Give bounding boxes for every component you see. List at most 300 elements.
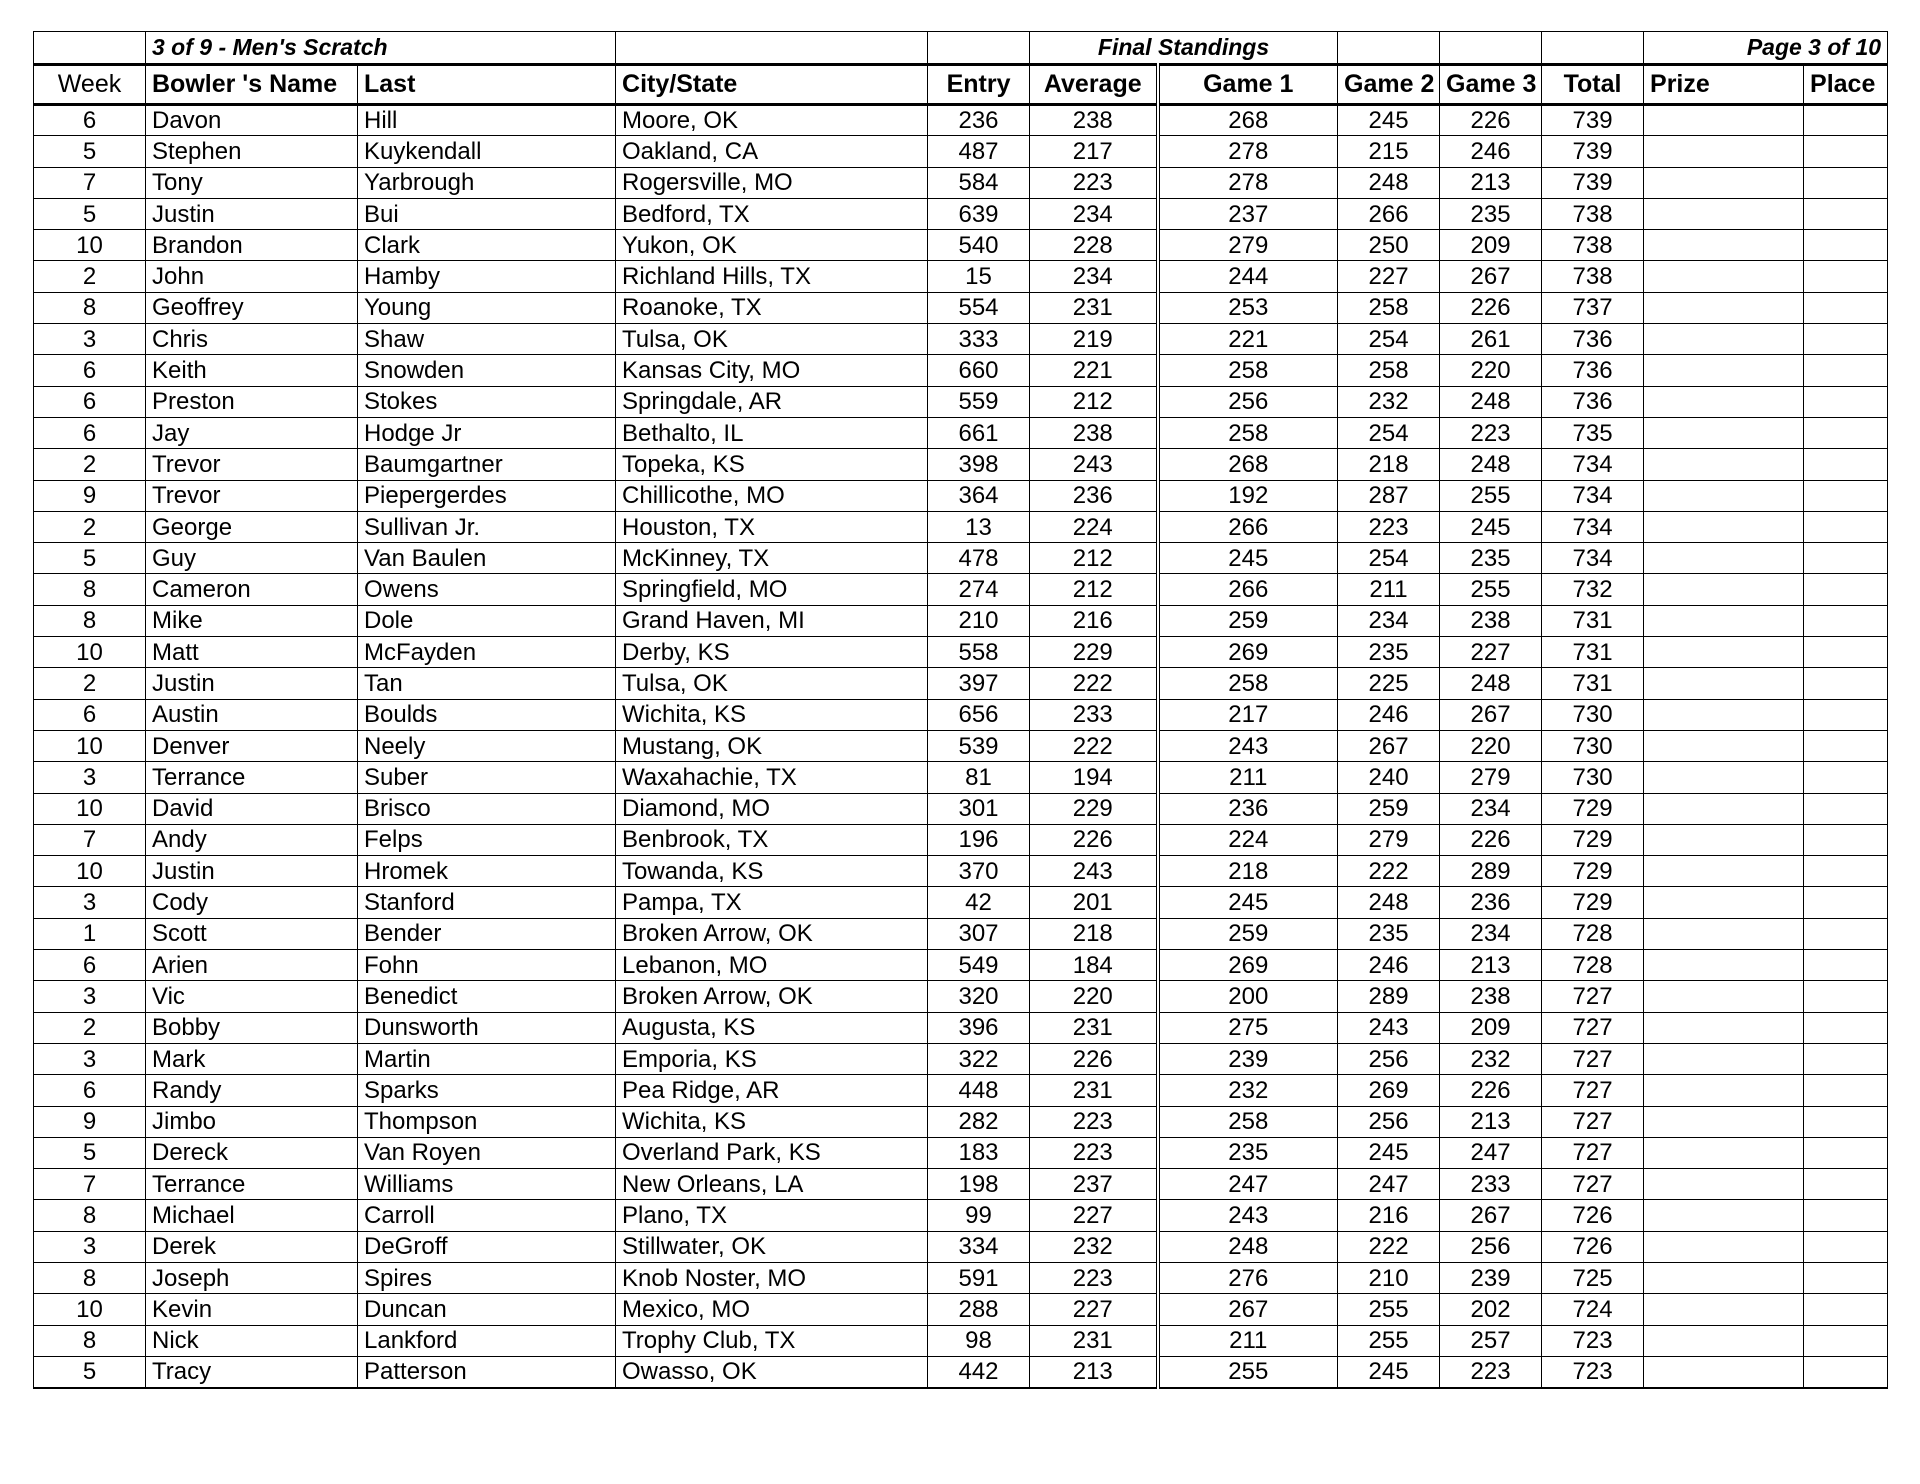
column-header-entry: Entry [928, 65, 1030, 105]
place-cell [1804, 198, 1888, 229]
average-cell: 234 [1030, 198, 1158, 229]
first-name-cell: Terrance [146, 762, 358, 793]
game-3-cell: 223 [1440, 1356, 1542, 1387]
standings-rows [34, 105, 1888, 1388]
game-1-cell: 236 [1158, 793, 1338, 824]
city-state-cell: Benbrook, TX [616, 824, 928, 855]
average-cell: 223 [1030, 1262, 1158, 1293]
game-1-cell: 245 [1158, 887, 1338, 918]
place-cell [1804, 543, 1888, 574]
city-state-cell: Yukon, OK [616, 230, 928, 261]
game-3-cell: 246 [1440, 136, 1542, 167]
city-state-cell: Roanoke, TX [616, 292, 928, 323]
prize-cell [1644, 230, 1804, 261]
game-3-cell: 226 [1440, 824, 1542, 855]
prize-cell [1644, 105, 1804, 136]
average-cell: 231 [1030, 1012, 1158, 1043]
game-2-cell: 222 [1338, 856, 1440, 887]
city-state-cell: Tulsa, OK [616, 668, 928, 699]
total-cell: 736 [1542, 386, 1644, 417]
prize-cell [1644, 355, 1804, 386]
total-cell: 729 [1542, 793, 1644, 824]
game-1-cell: 243 [1158, 1200, 1338, 1231]
city-state-cell: Springdale, AR [616, 386, 928, 417]
game-2-cell: 267 [1338, 730, 1440, 761]
first-name-cell: Jay [146, 417, 358, 448]
total-cell: 730 [1542, 762, 1644, 793]
entry-cell: 42 [928, 887, 1030, 918]
week-cell: 6 [34, 105, 146, 136]
place-cell [1804, 1325, 1888, 1356]
place-cell [1804, 856, 1888, 887]
page-number: Page 3 of 10 [1644, 32, 1888, 65]
total-cell: 725 [1542, 1262, 1644, 1293]
city-state-cell: Towanda, KS [616, 856, 928, 887]
week-cell: 1 [34, 918, 146, 949]
game-2-cell: 210 [1338, 1262, 1440, 1293]
place-cell [1804, 699, 1888, 730]
game-2-cell: 243 [1338, 1012, 1440, 1043]
average-cell: 231 [1030, 1075, 1158, 1106]
city-state-cell: Bedford, TX [616, 198, 928, 229]
city-state-cell: McKinney, TX [616, 543, 928, 574]
first-name-cell: Tony [146, 167, 358, 198]
first-name-cell: Justin [146, 198, 358, 229]
prize-cell [1644, 762, 1804, 793]
place-cell [1804, 230, 1888, 261]
prize-cell [1644, 1231, 1804, 1262]
game-1-cell: 192 [1158, 480, 1338, 511]
prize-cell [1644, 856, 1804, 887]
first-name-cell: Dereck [146, 1137, 358, 1168]
average-cell: 212 [1030, 543, 1158, 574]
average-cell: 223 [1030, 1106, 1158, 1137]
column-header-city-state: City/State [616, 65, 928, 105]
game-3-cell: 267 [1440, 261, 1542, 292]
city-state-cell: Waxahachie, TX [616, 762, 928, 793]
game-2-cell: 254 [1338, 543, 1440, 574]
entry-cell: 13 [928, 511, 1030, 542]
total-cell: 739 [1542, 105, 1644, 136]
game-1-cell: 237 [1158, 198, 1338, 229]
last-name-cell: Tan [358, 668, 616, 699]
game-1-cell: 243 [1158, 730, 1338, 761]
first-name-cell: Terrance [146, 1169, 358, 1200]
week-cell: 8 [34, 292, 146, 323]
last-name-cell: Dunsworth [358, 1012, 616, 1043]
table-row [34, 1043, 1888, 1074]
average-cell: 243 [1030, 449, 1158, 480]
city-state-cell: Broken Arrow, OK [616, 918, 928, 949]
title-blank-cell [928, 32, 1030, 65]
first-name-cell: Denver [146, 730, 358, 761]
table-row [34, 668, 1888, 699]
entry-cell: 210 [928, 605, 1030, 636]
game-2-cell: 254 [1338, 417, 1440, 448]
average-cell: 227 [1030, 1200, 1158, 1231]
game-2-cell: 255 [1338, 1325, 1440, 1356]
total-cell: 727 [1542, 1169, 1644, 1200]
game-2-cell: 246 [1338, 699, 1440, 730]
total-cell: 731 [1542, 637, 1644, 668]
city-state-cell: Richland Hills, TX [616, 261, 928, 292]
table-row [34, 856, 1888, 887]
place-cell [1804, 511, 1888, 542]
last-name-cell: Felps [358, 824, 616, 855]
city-state-cell: Wichita, KS [616, 699, 928, 730]
week-cell: 10 [34, 230, 146, 261]
last-name-cell: Brisco [358, 793, 616, 824]
week-cell: 6 [34, 950, 146, 981]
last-name-cell: Carroll [358, 1200, 616, 1231]
first-name-cell: Matt [146, 637, 358, 668]
game-3-cell: 238 [1440, 981, 1542, 1012]
game-3-cell: 267 [1440, 699, 1542, 730]
prize-cell [1644, 324, 1804, 355]
place-cell [1804, 1169, 1888, 1200]
last-name-cell: Bender [358, 918, 616, 949]
average-cell: 222 [1030, 668, 1158, 699]
last-name-cell: Sparks [358, 1075, 616, 1106]
entry-cell: 307 [928, 918, 1030, 949]
last-name-cell: Sullivan Jr. [358, 511, 616, 542]
game-3-cell: 226 [1440, 292, 1542, 323]
prize-cell [1644, 136, 1804, 167]
table-row [34, 950, 1888, 981]
average-cell: 228 [1030, 230, 1158, 261]
week-cell: 7 [34, 167, 146, 198]
total-cell: 737 [1542, 292, 1644, 323]
game-3-cell: 226 [1440, 1075, 1542, 1106]
game-1-cell: 256 [1158, 386, 1338, 417]
week-cell: 6 [34, 417, 146, 448]
first-name-cell: Mike [146, 605, 358, 636]
table-row [34, 543, 1888, 574]
first-name-cell: Kevin [146, 1294, 358, 1325]
game-1-cell: 258 [1158, 1106, 1338, 1137]
prize-cell [1644, 1325, 1804, 1356]
city-state-cell: Overland Park, KS [616, 1137, 928, 1168]
entry-cell: 584 [928, 167, 1030, 198]
average-cell: 233 [1030, 699, 1158, 730]
last-name-cell: Piepergerdes [358, 480, 616, 511]
table-row [34, 605, 1888, 636]
week-cell: 8 [34, 1262, 146, 1293]
week-cell: 10 [34, 637, 146, 668]
last-name-cell: Neely [358, 730, 616, 761]
average-cell: 231 [1030, 292, 1158, 323]
week-cell: 8 [34, 1325, 146, 1356]
entry-cell: 282 [928, 1106, 1030, 1137]
average-cell: 238 [1030, 105, 1158, 136]
game-1-cell: 245 [1158, 543, 1338, 574]
week-cell: 5 [34, 1356, 146, 1387]
prize-cell [1644, 417, 1804, 448]
table-row [34, 261, 1888, 292]
average-cell: 184 [1030, 950, 1158, 981]
city-state-cell: Topeka, KS [616, 449, 928, 480]
table-row [34, 1262, 1888, 1293]
game-1-cell: 269 [1158, 637, 1338, 668]
prize-cell [1644, 981, 1804, 1012]
week-cell: 2 [34, 261, 146, 292]
game-2-cell: 269 [1338, 1075, 1440, 1106]
table-row [34, 1106, 1888, 1137]
entry-cell: 656 [928, 699, 1030, 730]
last-name-cell: McFayden [358, 637, 616, 668]
average-cell: 212 [1030, 386, 1158, 417]
prize-cell [1644, 1043, 1804, 1074]
city-state-cell: Pampa, TX [616, 887, 928, 918]
first-name-cell: Stephen [146, 136, 358, 167]
game-3-cell: 236 [1440, 887, 1542, 918]
table-row [34, 480, 1888, 511]
game-2-cell: 218 [1338, 449, 1440, 480]
total-cell: 727 [1542, 1012, 1644, 1043]
last-name-cell: Van Royen [358, 1137, 616, 1168]
week-cell: 3 [34, 887, 146, 918]
game-1-cell: 275 [1158, 1012, 1338, 1043]
place-cell [1804, 981, 1888, 1012]
prize-cell [1644, 668, 1804, 699]
entry-cell: 639 [928, 198, 1030, 229]
entry-cell: 396 [928, 1012, 1030, 1043]
city-state-cell: Derby, KS [616, 637, 928, 668]
entry-cell: 397 [928, 668, 1030, 699]
place-cell [1804, 355, 1888, 386]
title-blank-cell [616, 32, 928, 65]
game-3-cell: 220 [1440, 730, 1542, 761]
game-2-cell: 234 [1338, 605, 1440, 636]
table-row [34, 574, 1888, 605]
game-2-cell: 246 [1338, 950, 1440, 981]
first-name-cell: Geoffrey [146, 292, 358, 323]
prize-cell [1644, 1075, 1804, 1106]
first-name-cell: Arien [146, 950, 358, 981]
week-cell: 10 [34, 1294, 146, 1325]
last-name-cell: Fohn [358, 950, 616, 981]
total-cell: 729 [1542, 856, 1644, 887]
game-3-cell: 289 [1440, 856, 1542, 887]
total-cell: 736 [1542, 324, 1644, 355]
total-cell: 739 [1542, 136, 1644, 167]
game-2-cell: 250 [1338, 230, 1440, 261]
total-cell: 738 [1542, 261, 1644, 292]
week-cell: 5 [34, 543, 146, 574]
game-2-cell: 248 [1338, 887, 1440, 918]
city-state-cell: Knob Noster, MO [616, 1262, 928, 1293]
total-cell: 734 [1542, 511, 1644, 542]
prize-cell [1644, 386, 1804, 417]
last-name-cell: Hill [358, 105, 616, 136]
game-3-cell: 247 [1440, 1137, 1542, 1168]
game-1-cell: 278 [1158, 167, 1338, 198]
game-2-cell: 232 [1338, 386, 1440, 417]
entry-cell: 559 [928, 386, 1030, 417]
game-2-cell: 245 [1338, 105, 1440, 136]
table-row [34, 1356, 1888, 1387]
week-cell: 10 [34, 793, 146, 824]
week-cell: 5 [34, 1137, 146, 1168]
prize-cell [1644, 918, 1804, 949]
average-cell: 231 [1030, 1325, 1158, 1356]
place-cell [1804, 1106, 1888, 1137]
total-cell: 734 [1542, 449, 1644, 480]
game-3-cell: 257 [1440, 1325, 1542, 1356]
average-cell: 229 [1030, 637, 1158, 668]
game-3-cell: 261 [1440, 324, 1542, 355]
table-row [34, 1325, 1888, 1356]
last-name-cell: Hodge Jr [358, 417, 616, 448]
table-row [34, 1294, 1888, 1325]
game-1-cell: 239 [1158, 1043, 1338, 1074]
table-row [34, 918, 1888, 949]
column-header-game-1: Game 1 [1158, 65, 1338, 105]
prize-cell [1644, 793, 1804, 824]
week-cell: 3 [34, 762, 146, 793]
entry-cell: 322 [928, 1043, 1030, 1074]
prize-cell [1644, 1137, 1804, 1168]
table-row [34, 887, 1888, 918]
place-cell [1804, 950, 1888, 981]
table-row [34, 355, 1888, 386]
game-3-cell: 226 [1440, 105, 1542, 136]
last-name-cell: Lankford [358, 1325, 616, 1356]
game-3-cell: 227 [1440, 637, 1542, 668]
last-name-cell: Young [358, 292, 616, 323]
place-cell [1804, 1231, 1888, 1262]
first-name-cell: Justin [146, 668, 358, 699]
place-cell [1804, 1356, 1888, 1387]
average-cell: 234 [1030, 261, 1158, 292]
game-3-cell: 256 [1440, 1231, 1542, 1262]
entry-cell: 554 [928, 292, 1030, 323]
city-state-cell: Plano, TX [616, 1200, 928, 1231]
average-cell: 223 [1030, 1137, 1158, 1168]
game-1-cell: 235 [1158, 1137, 1338, 1168]
prize-cell [1644, 543, 1804, 574]
prize-cell [1644, 292, 1804, 323]
first-name-cell: John [146, 261, 358, 292]
table-row [34, 762, 1888, 793]
game-2-cell: 245 [1338, 1137, 1440, 1168]
week-cell: 6 [34, 355, 146, 386]
last-name-cell: Boulds [358, 699, 616, 730]
place-cell [1804, 793, 1888, 824]
column-header-average: Average [1030, 65, 1158, 105]
first-name-cell: Scott [146, 918, 358, 949]
place-cell [1804, 1043, 1888, 1074]
city-state-cell: Bethalto, IL [616, 417, 928, 448]
week-cell: 2 [34, 1012, 146, 1043]
average-cell: 221 [1030, 355, 1158, 386]
average-cell: 217 [1030, 136, 1158, 167]
prize-cell [1644, 449, 1804, 480]
game-2-cell: 245 [1338, 1356, 1440, 1387]
game-1-cell: 266 [1158, 574, 1338, 605]
entry-cell: 274 [928, 574, 1030, 605]
place-cell [1804, 324, 1888, 355]
prize-cell [1644, 198, 1804, 229]
entry-cell: 183 [928, 1137, 1030, 1168]
average-cell: 229 [1030, 793, 1158, 824]
game-3-cell: 213 [1440, 950, 1542, 981]
entry-cell: 15 [928, 261, 1030, 292]
city-state-cell: Grand Haven, MI [616, 605, 928, 636]
first-name-cell: Guy [146, 543, 358, 574]
last-name-cell: Benedict [358, 981, 616, 1012]
game-3-cell: 209 [1440, 1012, 1542, 1043]
first-name-cell: Bobby [146, 1012, 358, 1043]
final-standings-label: Final Standings [1030, 32, 1338, 65]
game-3-cell: 239 [1440, 1262, 1542, 1293]
place-cell [1804, 1294, 1888, 1325]
week-cell: 5 [34, 136, 146, 167]
table-row [34, 793, 1888, 824]
table-row [34, 292, 1888, 323]
place-cell [1804, 824, 1888, 855]
table-row [34, 105, 1888, 136]
place-cell [1804, 1200, 1888, 1231]
city-state-cell: Rogersville, MO [616, 167, 928, 198]
game-3-cell: 223 [1440, 417, 1542, 448]
total-cell: 723 [1542, 1325, 1644, 1356]
prize-cell [1644, 730, 1804, 761]
game-1-cell: 268 [1158, 105, 1338, 136]
first-name-cell: Justin [146, 856, 358, 887]
week-cell: 6 [34, 1075, 146, 1106]
place-cell [1804, 1075, 1888, 1106]
week-cell: 7 [34, 824, 146, 855]
place-cell [1804, 918, 1888, 949]
table-row [34, 1169, 1888, 1200]
week-cell: 8 [34, 605, 146, 636]
title-row [34, 32, 1888, 65]
total-cell: 730 [1542, 730, 1644, 761]
game-2-cell: 216 [1338, 1200, 1440, 1231]
average-cell: 216 [1030, 605, 1158, 636]
game-3-cell: 235 [1440, 198, 1542, 229]
game-1-cell: 244 [1158, 261, 1338, 292]
city-state-cell: Owasso, OK [616, 1356, 928, 1387]
game-1-cell: 268 [1158, 449, 1338, 480]
city-state-cell: Houston, TX [616, 511, 928, 542]
entry-cell: 591 [928, 1262, 1030, 1293]
first-name-cell: Trevor [146, 480, 358, 511]
entry-cell: 98 [928, 1325, 1030, 1356]
game-1-cell: 211 [1158, 1325, 1338, 1356]
place-cell [1804, 1137, 1888, 1168]
average-cell: 237 [1030, 1169, 1158, 1200]
entry-cell: 288 [928, 1294, 1030, 1325]
game-2-cell: 258 [1338, 355, 1440, 386]
average-cell: 194 [1030, 762, 1158, 793]
column-header-place: Place [1804, 65, 1888, 105]
game-3-cell: 213 [1440, 167, 1542, 198]
last-name-cell: Williams [358, 1169, 616, 1200]
entry-cell: 442 [928, 1356, 1030, 1387]
total-cell: 738 [1542, 198, 1644, 229]
game-2-cell: 248 [1338, 167, 1440, 198]
total-cell: 727 [1542, 1043, 1644, 1074]
city-state-cell: Springfield, MO [616, 574, 928, 605]
average-cell: 223 [1030, 167, 1158, 198]
average-cell: 201 [1030, 887, 1158, 918]
title-blank-cell [1542, 32, 1644, 65]
table-row [34, 730, 1888, 761]
game-1-cell: 266 [1158, 511, 1338, 542]
game-2-cell: 287 [1338, 480, 1440, 511]
